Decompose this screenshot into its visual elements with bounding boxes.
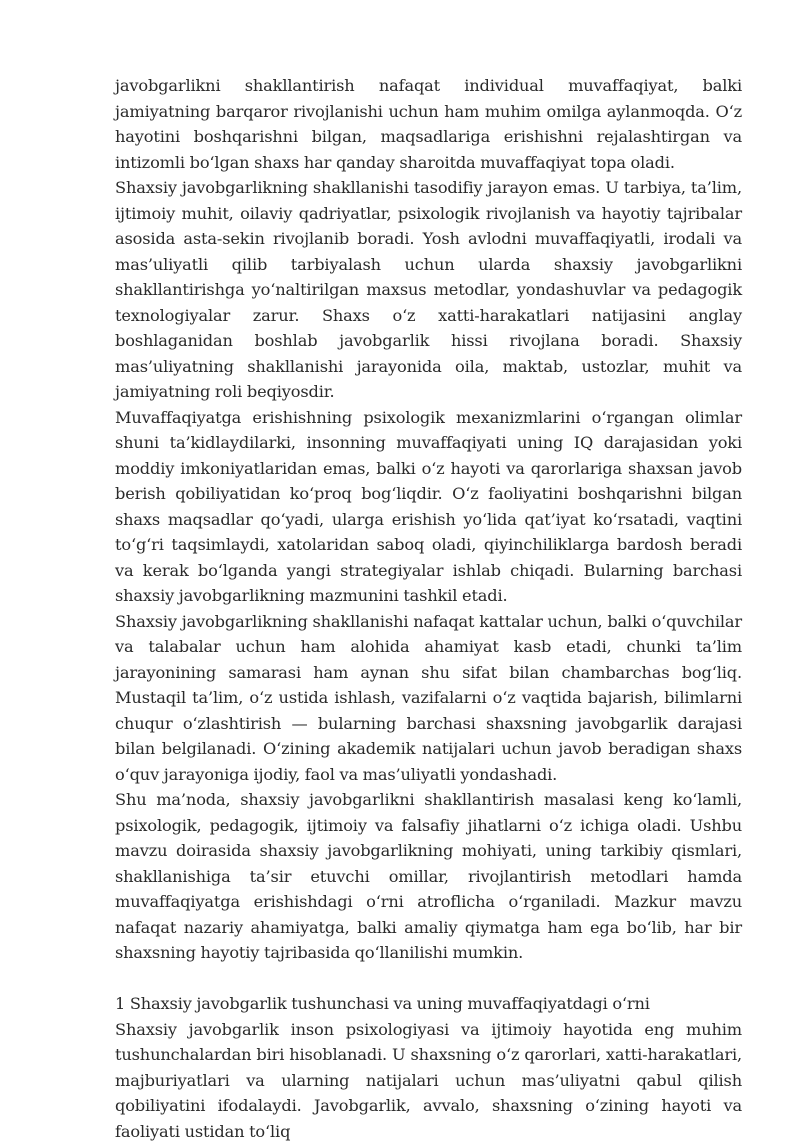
document-body [115, 73, 742, 1144]
blank-line [115, 966, 742, 992]
paragraph: Shaxsiy javobgarlikning shakllanishi tasodifiy jarayon emas. U tarbiya, ta’lim, ijtimoiy muhit, oilaviy qadriyatlar, psixologik rivojlanish va hayotiy tajribalar asosida asta-sekin rivojlanib boradi. Yosh avlodni muvaffaqiyatli, irodali va mas’uliyatli qilib tarbiyalash uchun ularda shaxsiy javobgarlikni shakllantirishga yo‘naltirilgan maxsus metodlar, yondashuvlar va pedagogik texnologiyalar zarur. Shaxs o‘z xatti-harakatlari natijasini anglay boshlaganidan boshlab javobgarlik hissi rivojlana boradi. Shaxsiy mas’uliyatning shakllanishi jarayonida oila, maktab, ustozlar, muhit va jamiyatning roli beqiyosdir. [115, 175, 742, 405]
paragraph: Shaxsiy javobgarlik inson psixologiyasi va ijtimoiy hayotida eng muhim tushunchalardan biri hisoblanadi. U shaxsning o‘z qarorlari, xatti-harakatlari, majburiyatlari va ularning natijalari uchun mas’uliyatni qabul qilish qobiliyatini ifodalaydi. Javobgarlik, avvalo, shaxsning o‘zining hayoti va faoliyati ustidan to‘liq [115, 1017, 742, 1144]
section-heading: 1 Shaxsiy javobgarlik tushunchasi va uning muvaffaqiyatdagi o‘rni [115, 991, 742, 1017]
paragraph: javobgarlikni shakllantirish nafaqat individual muvaffaqiyat, balki jamiyatning barqaror rivojlanishi uchun ham muhim omilga aylanmoqda. O‘z hayotini boshqarishni bilgan, maqsadlariga erishishni rejalashtirgan va intizomli bo‘lgan shaxs har qanday sharoitda muvaffaqiyat topa oladi. [115, 73, 742, 175]
paragraph: Muvaffaqiyatga erishishning psixologik mexanizmlarini o‘rgangan olimlar shuni ta’kidlaydilarki, insonning muvaffaqiyati uning IQ darajasidan yoki moddiy imkoniyatlaridan emas, balki o‘z hayoti va qarorlariga shaxsan javob berish qobiliyatidan ko‘proq bog‘liqdir. O‘z faoliyatini boshqarishni bilgan shaxs maqsadlar qo‘yadi, ularga erishish yo‘lida qat’iyat ko‘rsatadi, vaqtini to‘g‘ri taqsimlaydi, xatolaridan saboq oladi, qiyinchiliklarga bardosh beradi va kerak bo‘lganda yangi strategiyalar ishlab chiqadi. Bularning barchasi shaxsiy javobgarlikning mazmunini tashkil etadi. [115, 405, 742, 609]
paragraph: Shu ma’noda, shaxsiy javobgarlikni shakllantirish masalasi keng ko‘lamli, psixologik, pedagogik, ijtimoiy va falsafiy jihatlarni o‘z ichiga oladi. Ushbu mavzu doirasida shaxsiy javobgarlikning mohiyati, uning tarkibiy qismlari, shakllanishiga ta’sir etuvchi omillar, rivojlantirish metodlari hamda muvaffaqiyatga erishishdagi o‘rni atroflicha o‘rganiladi. Mazkur mavzu nafaqat nazariy ahamiyatga, balki amaliy qiymatga ham ega bo‘lib, har bir shaxsning hayotiy tajribasida qo‘llanilishi mumkin. [115, 787, 742, 966]
paragraph: Shaxsiy javobgarlikning shakllanishi nafaqat kattalar uchun, balki o‘quvchilar va talabalar uchun ham alohida ahamiyat kasb etadi, chunki ta’lim jarayonining samarasi ham aynan shu sifat bilan chambarchas bog‘liq. Mustaqil ta’lim, o‘z ustida ishlash, vazifalarni o‘z vaqtida bajarish, bilimlarni chuqur o‘zlashtirish — bularning barchasi shaxsning javobgarlik darajasi bilan belgilanadi. O‘zining akademik natijalari uchun javob beradigan shaxs o‘quv jarayoniga ijodiy, faol va mas’uliyatli yondashadi. [115, 609, 742, 788]
